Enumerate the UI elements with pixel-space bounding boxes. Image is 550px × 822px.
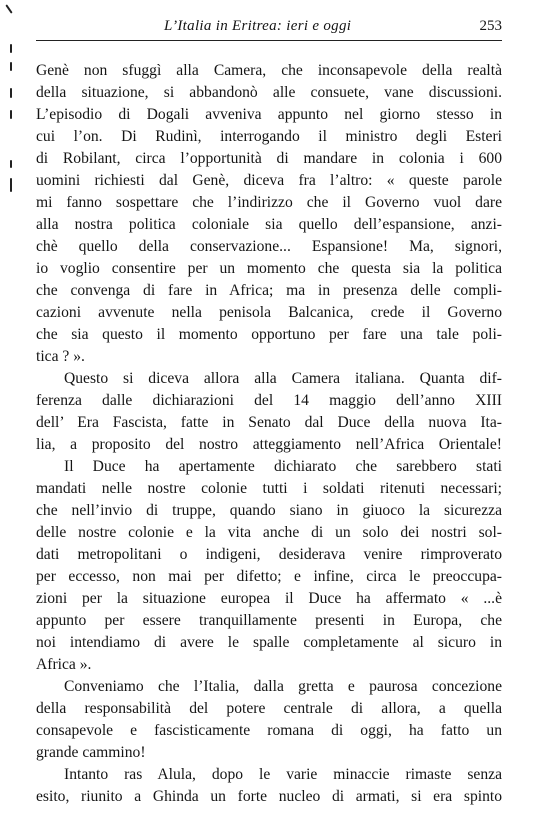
text-line: dell’ Era Fascista, fatte in Senato dal Duce della nuova Ita- (36, 414, 502, 431)
text-line: della situazione, si abbandonò alle consuete, vane discussioni. (36, 84, 502, 101)
text-line: delle nostre colonie e la vita anche di un solo dei nostri sol- (36, 524, 502, 541)
text-line: Il Duce ha apertamente dichiarato che sarebbero stati (64, 458, 502, 475)
text-line: zioni per la situazione europea il Duce ha affermato « ...è (36, 590, 502, 607)
text-line: Genè non sfuggì alla Camera, che inconsapevole della realtà (36, 62, 502, 79)
text-line: Africa ». (36, 656, 92, 673)
text-line: cui l’on. Di Rudinì, interrogando il ministro degli Esteri (36, 128, 502, 145)
body-text (36, 60, 502, 808)
text-line: lia, a proposito del nostro atteggiamento nell’Africa Orientale! (36, 436, 502, 453)
text-line: appunto per essere tranquillamente presenti in Europa, che (36, 612, 502, 629)
page-number: 253 (479, 18, 502, 34)
text-line: grande cammino! (36, 744, 146, 761)
text-line: cazioni avvenute nella penisola Balcanica, crede il Governo (36, 304, 502, 321)
text-line: per eccesso, non mai per difetto; e infine, circa le preoccupa- (36, 568, 502, 585)
text-line: uomini richiesti dal Genè, diceva fra l’altro: « queste parole (36, 172, 502, 189)
text-line: ferenza dalle dichiarazioni del 14 maggio dell’anno XIII (36, 392, 502, 409)
text-line: dati metropolitani o indigeni, desiderava venire rimproverato (36, 546, 502, 563)
text-line: mi fanno sospettare che l’indirizzo che il Governo vuol dare (36, 194, 502, 211)
text-line: mandati nelle nostre colonie tutti i soldati ritenuti necessari; (36, 480, 502, 497)
page-header (36, 18, 502, 40)
text-line: consapevole e fascisticamente romana di oggi, ha fatto un (36, 722, 502, 739)
text-line: della responsabilità del potere centrale di allora, a quella (36, 700, 502, 717)
text-line: tica ? ». (36, 348, 85, 365)
text-line: alla nostra politica coloniale sia quello dell’espansione, anzi- (36, 216, 502, 233)
text-line: noi intendiamo di avere le spalle completamente al sicuro in (36, 634, 502, 651)
running-title: L’Italia in Eritrea: ieri e oggi (164, 18, 352, 34)
text-line: Intanto ras Alula, dopo le varie minaccie rimaste senza (64, 766, 502, 783)
text-line: esito, riunito a Ghinda un forte nucleo di armati, si era spinto (36, 788, 502, 805)
margin-marks (4, 0, 16, 200)
text-line: chè quello della conservazione... Espansione! Ma, signori, (36, 238, 502, 255)
text-line: che convenga di fare in Africa; ma in presenza delle compli- (36, 282, 502, 299)
header-rule (36, 40, 502, 41)
text-line: Conveniamo che l’Italia, dalla gretta e paurosa concezione (64, 678, 502, 695)
text-line: che sia questo il momento opportuno per fare una tale poli- (36, 326, 502, 343)
text-line: di Robilant, circa l’opportunità di mandare in colonia i 600 (36, 150, 502, 167)
text-line: che nell’invio di truppe, quando siano in giuoco la sicurezza (36, 502, 502, 519)
text-line: L’episodio di Dogali avveniva appunto nel giorno stesso in (36, 106, 502, 123)
text-line: Questo si diceva allora alla Camera italiana. Quanta dif- (64, 370, 502, 387)
text-line: io voglio consentire per un momento che questa sia la politica (36, 260, 502, 277)
